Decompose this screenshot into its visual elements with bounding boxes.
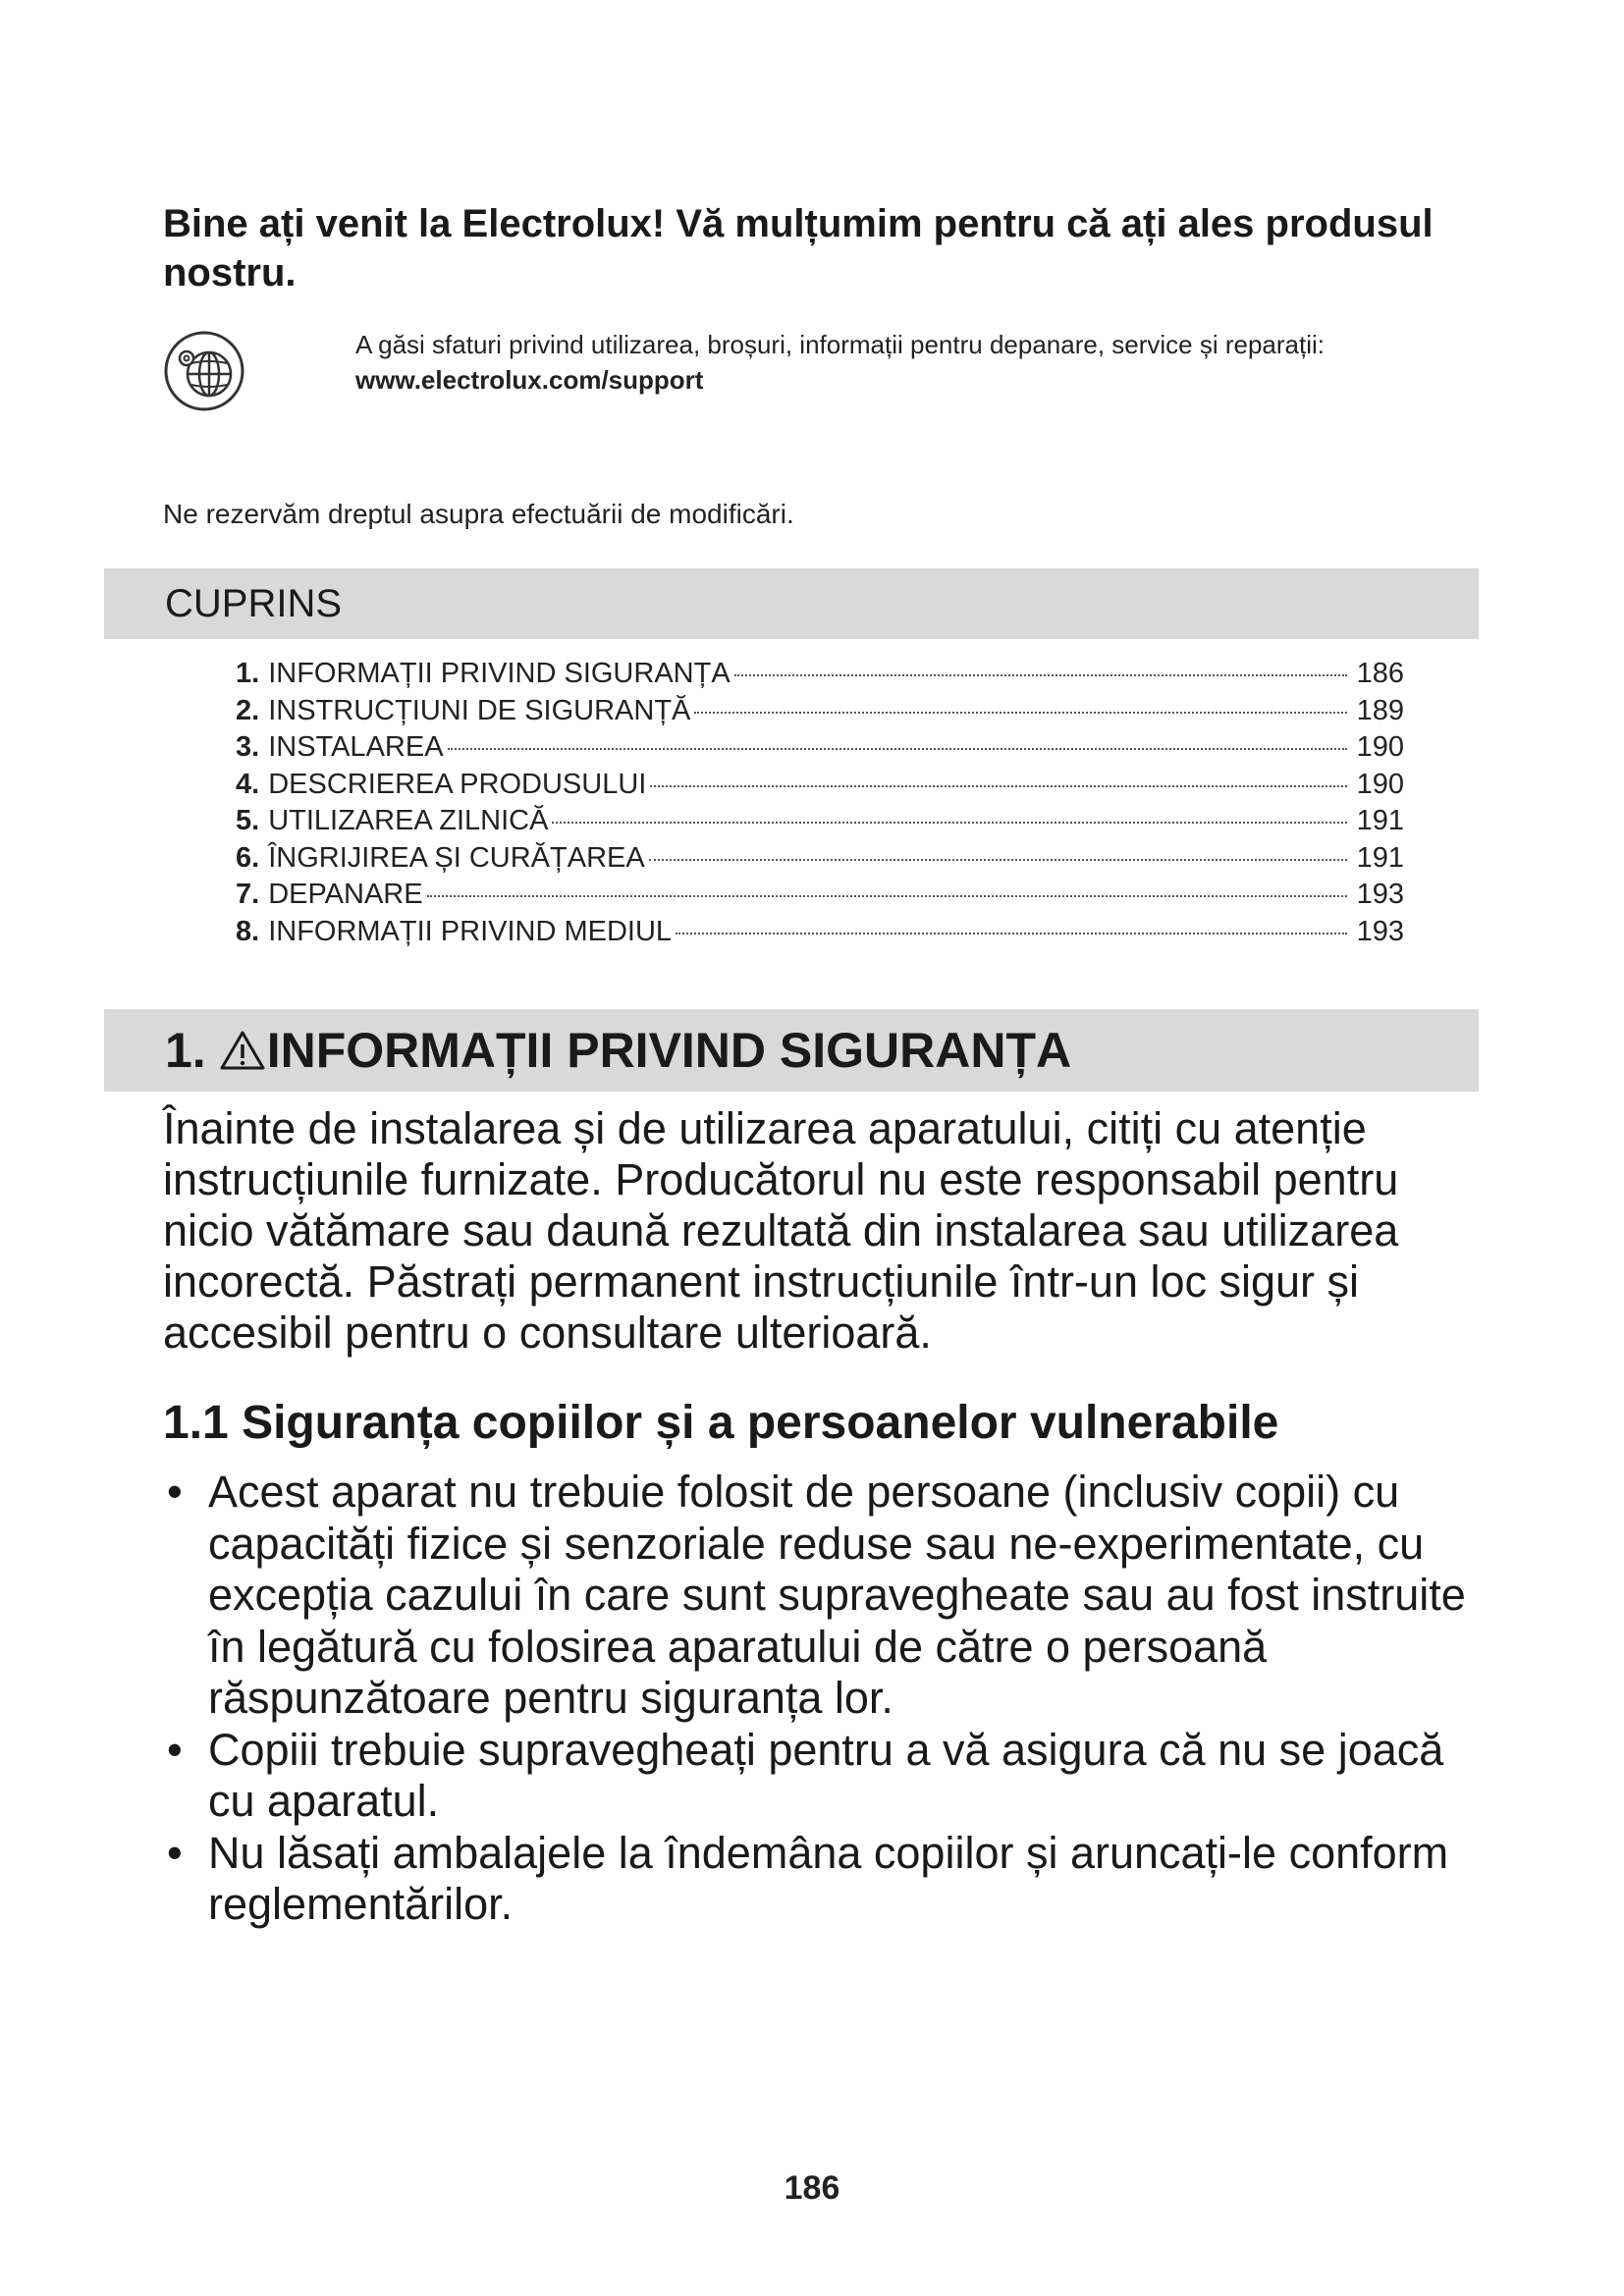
- support-link[interactable]: www.electrolux.com/support: [355, 365, 704, 395]
- toc-item[interactable]: [236, 840, 1404, 878]
- toc-item[interactable]: [236, 729, 1404, 767]
- toc-label: INSTRUCȚIUNI DE SIGURANȚĂ: [268, 694, 691, 726]
- toc-leader: [552, 822, 1347, 824]
- toc-label: ÎNGRIJIREA ȘI CURĂȚAREA: [268, 841, 645, 874]
- toc-item[interactable]: [236, 877, 1404, 914]
- toc-label: DEPANARE: [268, 879, 423, 910]
- toc-item[interactable]: [236, 656, 1404, 693]
- toc-leader: [650, 785, 1347, 787]
- warning-triangle-icon: [220, 1030, 265, 1071]
- toc-page: 190: [1356, 768, 1404, 800]
- contents-header: [104, 568, 1479, 639]
- section-1-intro: Înainte de instalarea și de utilizarea aparatului, citiți cu atenție instrucțiunile furnizate. Producătorul nu este responsabil pentru nicio vătămare sau daună rezultată din instalarea sau utilizarea incorectă. Păstrați permanent instrucțiunile într-un loc sigur și accesibil pentru o consultare ulterioară.: [163, 1103, 1399, 1358]
- welcome-heading: Bine ați venit la Electrolux! Vă mulțumim pentru că ați ales produsul nostru.: [163, 202, 1434, 294]
- list-item: • Acest aparat nu trebuie folosit de persoane (inclusiv copii) cu capacități fizice și senzoriale reduse sau ne-experimentate, cu excepția cazului în care sunt supravegheate sau au fost instruite în legătură cu folosirea aparatului de către o persoană răspunzătoare pentru siguranța lor.: [163, 1467, 1479, 1725]
- contents-title: CUPRINS: [165, 582, 343, 625]
- section-number: 1.: [165, 1023, 206, 1078]
- subsection-title: 1.1 Siguranța copiilor și a persoanelor vulnerabile: [163, 1397, 1279, 1449]
- toc-number: 2.: [236, 694, 260, 726]
- toc-leader: [694, 712, 1347, 714]
- toc-number: 8.: [236, 915, 260, 947]
- toc-number: 7.: [236, 879, 260, 910]
- toc-label: INSTALAREA: [268, 731, 444, 763]
- safety-bullet-list: [163, 1467, 1479, 1931]
- toc-number: 3.: [236, 731, 260, 763]
- toc-leader: [427, 895, 1347, 897]
- support-info: [355, 327, 1426, 398]
- toc-page: 191: [1356, 841, 1404, 874]
- toc-item[interactable]: [236, 803, 1404, 840]
- toc-leader: [649, 859, 1347, 861]
- toc-label: INFORMAȚII PRIVIND MEDIUL: [268, 915, 673, 947]
- section-1-title: [165, 1009, 1479, 1092]
- toc-number: 5.: [236, 805, 260, 836]
- toc-number: 1.: [236, 658, 260, 689]
- toc-label: DESCRIEREA PRODUSULUI: [268, 768, 647, 800]
- web-globe-icon: [163, 330, 245, 412]
- toc-page: 193: [1356, 915, 1404, 947]
- page-number: 186: [784, 2169, 840, 2207]
- toc-item[interactable]: [236, 693, 1404, 730]
- toc-page: 191: [1356, 805, 1404, 836]
- section-1-header: [104, 1009, 1479, 1092]
- toc-leader: [676, 933, 1347, 934]
- table-of-contents: [236, 656, 1404, 950]
- toc-page: 193: [1356, 879, 1404, 910]
- toc-page: 186: [1356, 658, 1404, 689]
- toc-number: 6.: [236, 841, 260, 874]
- modification-notice: Ne rezervăm dreptul asupra efectuării de modificări.: [163, 499, 794, 529]
- support-description: A găsi sfaturi privind utilizarea, broșuri, informații pentru depanare, service și reparații:: [355, 330, 1326, 359]
- section-title-text: INFORMAȚII PRIVIND SIGURANȚA: [266, 1023, 1072, 1078]
- toc-label: UTILIZAREA ZILNICĂ: [268, 805, 549, 836]
- toc-page: 190: [1356, 731, 1404, 763]
- list-item: • Nu lăsați ambalajele la îndemâna copiilor și aruncați-le conform reglementărilor.: [163, 1828, 1479, 1931]
- toc-number: 4.: [236, 768, 260, 800]
- toc-page: 189: [1356, 694, 1404, 726]
- toc-item[interactable]: [236, 914, 1404, 951]
- toc-leader: [448, 748, 1347, 750]
- toc-leader: [734, 674, 1347, 676]
- toc-label: INFORMAȚII PRIVIND SIGURANȚA: [268, 658, 731, 689]
- toc-item[interactable]: [236, 767, 1404, 804]
- list-item: • Copiii trebuie supravegheați pentru a vă asigura că nu se joacă cu aparatul.: [163, 1725, 1479, 1828]
